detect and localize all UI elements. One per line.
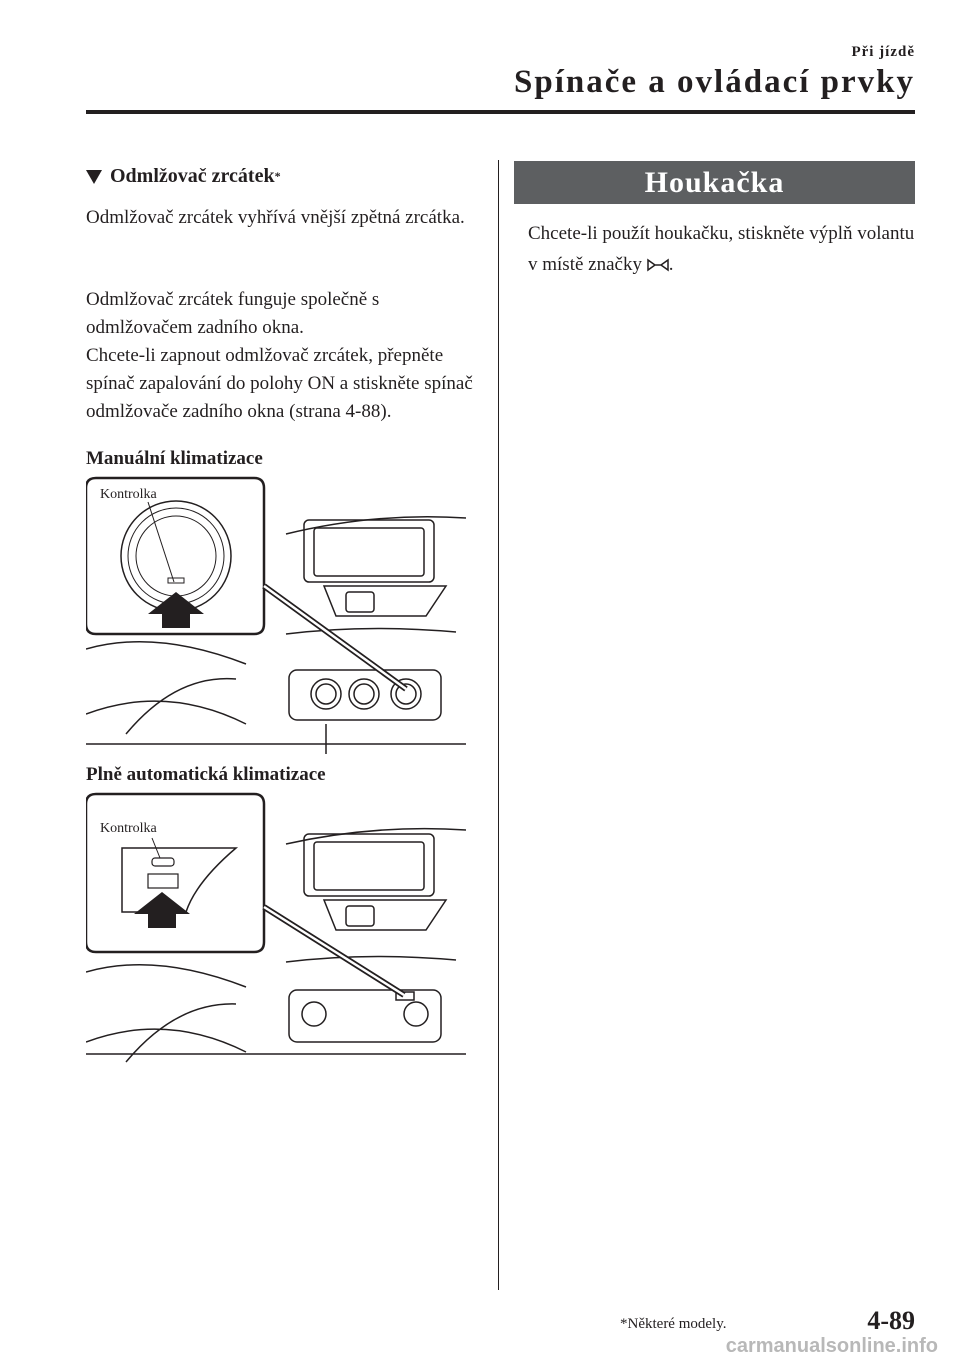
footnote: *Některé modely. (620, 1316, 727, 1332)
page-title: Spínače a ovládací prvky (514, 64, 915, 100)
triangle-bullet-icon (86, 170, 102, 184)
figure-2-title: Plně automatická klimatizace (86, 764, 326, 785)
paragraph-1: Odmlžovač zrcátek vyhřívá vnější zpětná zrcátka. (86, 207, 465, 228)
figure-1-callout: Kontrolka (100, 487, 157, 502)
automatic-climate-illustration (86, 792, 466, 1082)
subheading (86, 165, 281, 188)
paragraph-3: Chcete-li zapnout odmlžovač zrcátek, přepněte spínač zapalování do polohy ON a stiskněte spínač odmlžovače zadního okna (strana 4-88). (86, 345, 473, 422)
horn-icon (647, 258, 669, 272)
subheading-asterisk: * (274, 169, 281, 183)
watermark: carmanualsonline.info (725, 1335, 938, 1357)
header-rule (86, 110, 915, 114)
subheading-text: Odmlžovač zrcátek (110, 165, 275, 187)
horn-text-main: Chcete-li použít houkačku, stiskněte výplň volantu v místě značky (528, 223, 915, 275)
horn-instructions (528, 218, 918, 280)
section-label: Při jízdě (851, 44, 915, 60)
column-divider (498, 160, 499, 1290)
page-number: 4-89 (867, 1306, 915, 1335)
figure-2-callout: Kontrolka (100, 821, 157, 836)
figure-1-title: Manuální klimatizace (86, 448, 263, 469)
horn-section-banner: Houkačka (514, 161, 915, 204)
paragraph-2: Odmlžovač zrcátek funguje společně s odmlžovačem zadního okna. (86, 289, 380, 338)
manual-climate-illustration (86, 474, 466, 756)
horn-text-end: . (668, 254, 674, 275)
